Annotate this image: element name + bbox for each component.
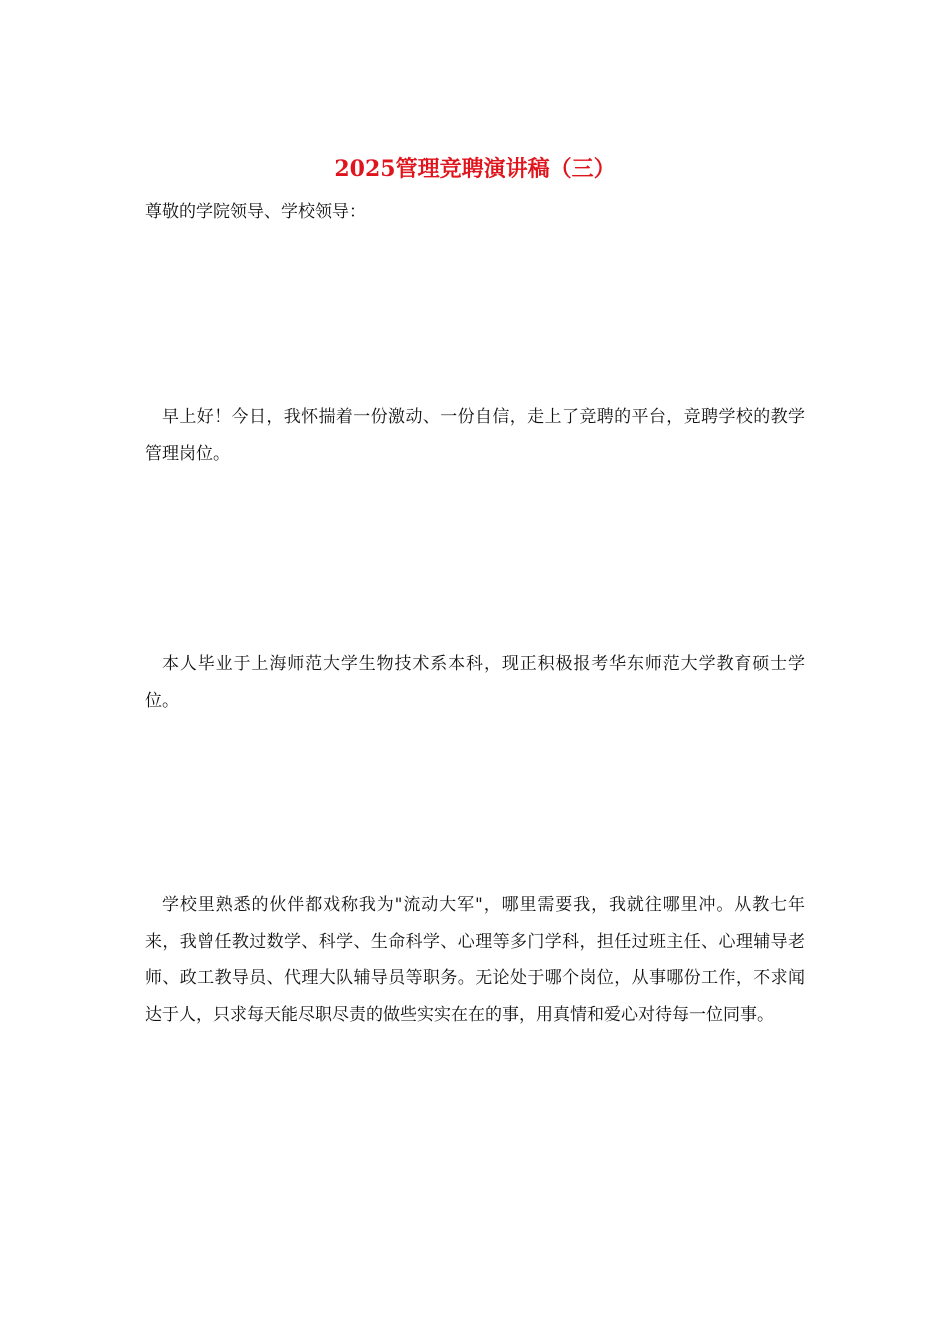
greeting-line: 尊敬的学院领导、学校领导： (145, 202, 366, 222)
paragraph-education: 本人毕业于上海师范大学生物技术系本科，现正积极报考华东师范大学教育硕士学位。 (145, 654, 805, 711)
paragraph-experience: 学校里熟悉的伙伴都戏称我为"流动大军"，哪里需要我，我就往哪里冲。从教七年来，我曾任教过数学、科学、生命科学、心理等多门学科，担任过班主任、心理辅导老师、政工教导员、代理大队辅导员等职务。无论处于哪个岗位，从事哪份工作，不求闻达于人，只求每天能尽职尽责的做些实实在在的事，用真情和爱心对待每一位同事。 (145, 895, 805, 1025)
paragraph-greeting-intro: 早上好！今日，我怀揣着一份激动、一份自信，走上了竞聘的平台，竞聘学校的教学管理岗位。 (145, 407, 805, 464)
document-title: 2025管理竞聘演讲稿（三） (334, 156, 616, 182)
